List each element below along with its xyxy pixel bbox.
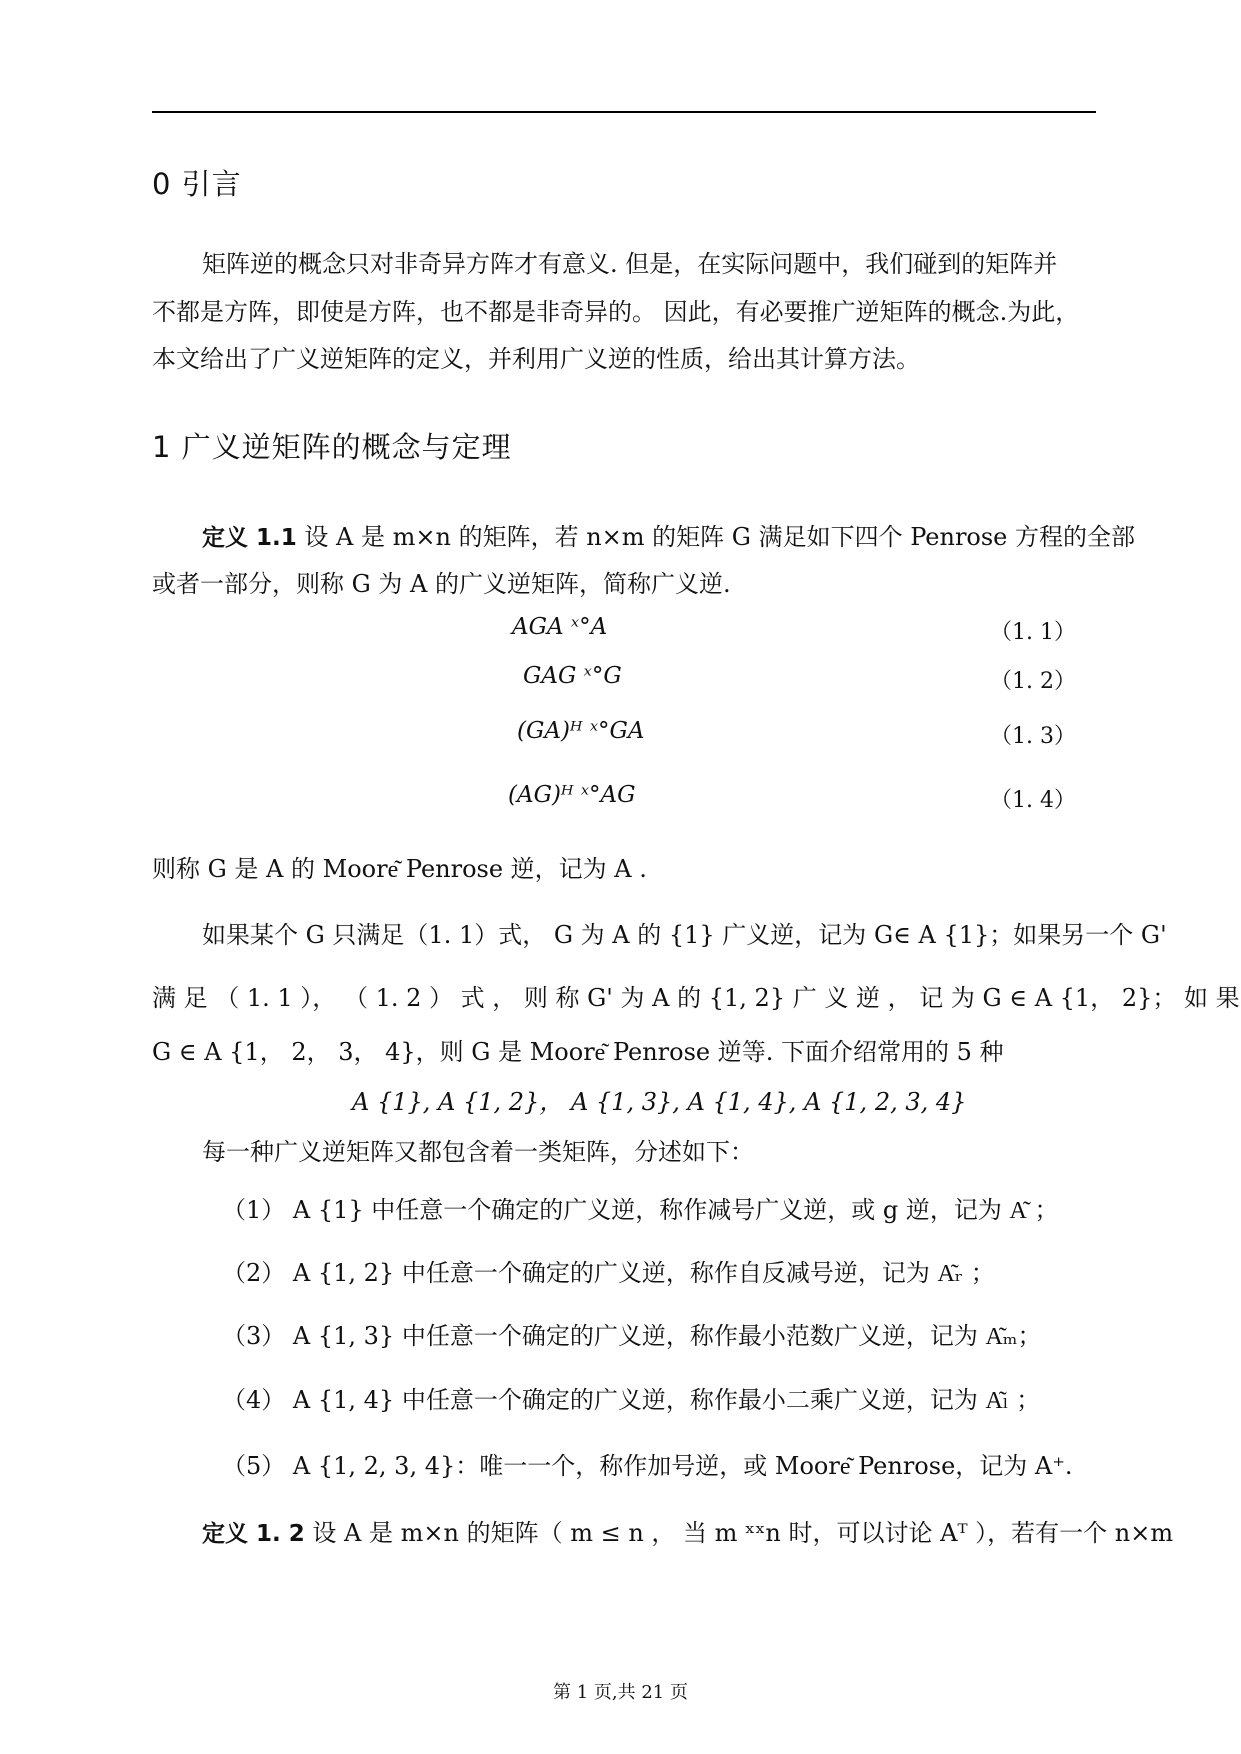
intro-paragraph-line: 不都是方阵，即使是方阵，也不都是非奇异的。 因此，有必要推广逆矩阵的概念.为此， xyxy=(152,298,1080,326)
list-item: （2） A {1, 2} 中任意一个确定的广义逆，称作自反减号逆，记为 A͂ᵣ ； xyxy=(222,1259,995,1287)
moore-penrose-line: 则称 G 是 A 的 Moore͂ Penrose 逆，记为 A . xyxy=(152,855,647,883)
definition-1-1-line: 或者一部分，则称 G 为 A 的广义逆矩阵，简称广义逆. xyxy=(152,570,731,598)
paragraph-line: 满 足 （ 1. 1 ）， （ 1. 2 ） 式 ， 则 称 G' 为 A 的 {1, 2} 广 义 逆 ， 记 为 G ∈ A {1， 2}； 如 果 xyxy=(152,984,1240,1012)
header-rule xyxy=(152,111,1096,113)
definition-1-2-line xyxy=(202,1513,1174,1548)
list-item: （5） A {1, 2, 3, 4}：唯一一个，称作加号逆，或 Moore͂ Penrose，记为 A⁺. xyxy=(222,1452,1073,1480)
equation: GAG ˣ°G xyxy=(523,663,622,689)
equation: AGA ˣ°A xyxy=(512,614,608,640)
definition-1-1-line xyxy=(202,517,1142,552)
list-intro: 每一种广义逆矩阵又都包含着一类矩阵，分述如下： xyxy=(202,1138,754,1166)
section-heading-1: 1 广义逆矩阵的概念与定理 xyxy=(152,430,512,464)
section-heading-intro: 0 引言 xyxy=(152,167,242,201)
equation-number: （1. 1） xyxy=(990,620,1076,645)
paragraph-line: 如果某个 G 只满足（1. 1）式， G 为 A 的 {1} 广义逆，记为 G∈ A {1}；如果另一个 G' xyxy=(202,921,1167,949)
definition-text: 设 A 是 m×n 的矩阵（ m ≤ n ， 当 m ˣˣn 时，可以讨论 Aᵀ ），若有一个 n×m xyxy=(312,1519,1174,1547)
equation: (AG)ᴴ ˣ°AG xyxy=(508,782,636,808)
definition-label: 定义 1.1 xyxy=(202,525,297,551)
list-item: （3） A {1, 3} 中任意一个确定的广义逆，称作最小范数广义逆，记为 A͂ₘ； xyxy=(222,1322,1042,1350)
equation-number: （1. 3） xyxy=(990,724,1076,749)
paragraph-line: G ∈ A {1， 2， 3， 4}，则 G 是 Moore͂ Penrose 逆等. 下面介绍常用的 5 种 xyxy=(152,1038,1004,1066)
inverse-set-list: A {1}, A {1, 2}， A {1, 3}, A {1, 4}, A {1, 2, 3, 4} xyxy=(352,1088,967,1116)
definition-label: 定义 1. 2 xyxy=(202,1521,305,1547)
equation: (GA)ᴴ ˣ°GA xyxy=(517,718,645,744)
page-footer: 第 1 页,共 21 页 xyxy=(553,1682,688,1703)
list-item: （1） A {1} 中任意一个确定的广义逆，称作减号广义逆，或 g 逆，记为 A͂ ； xyxy=(222,1196,1059,1224)
intro-paragraph-line: 本文给出了广义逆矩阵的定义，并利用广义逆的性质，给出其计算方法。 xyxy=(152,345,920,373)
list-item: （4） A {1, 4} 中任意一个确定的广义逆，称作最小二乘广义逆，记为 A͂ₗ ； xyxy=(222,1386,1041,1414)
equation-number: （1. 2） xyxy=(990,669,1076,694)
definition-text: 设 A 是 m×n 的矩阵，若 n×m 的矩阵 G 满足如下四个 Penrose 方程的全部 xyxy=(304,523,1136,551)
intro-paragraph-line: 矩阵逆的概念只对非奇异方阵才有意义. 但是，在实际问题中，我们碰到的矩阵并 xyxy=(202,250,1058,278)
equation-number: （1. 4） xyxy=(990,788,1076,813)
